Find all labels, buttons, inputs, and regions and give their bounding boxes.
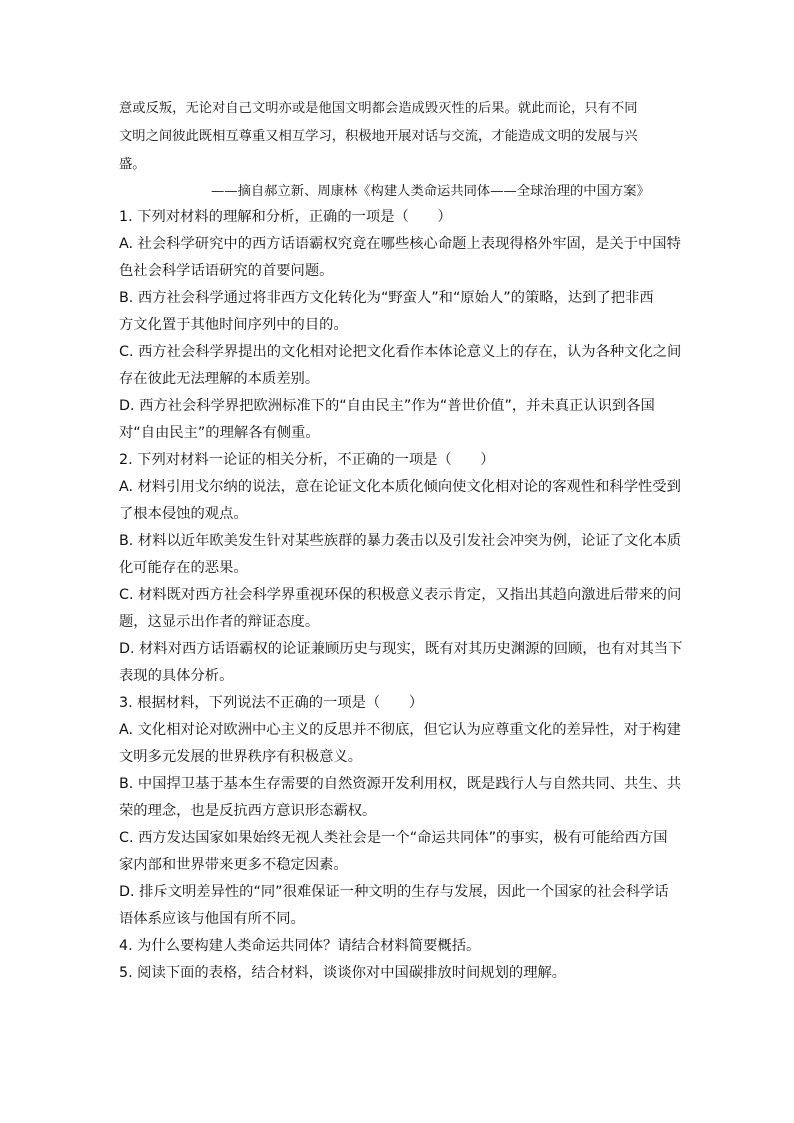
option-line: 家内部和世界带来更多不稳定因素。 — [119, 857, 348, 873]
option-line: A. 社会科学研究中的西方话语霸权究竟在哪些核心命题上表现得格外牢固，是关于中国特 — [119, 236, 681, 252]
option-line: 表现的具体分析。 — [119, 668, 234, 684]
question-stem: 1. 下列对材料的理解和分析，正确的一项是（ ） — [119, 209, 452, 225]
passage-line: 意或反叛，无论对自己文明亦或是他国文明都会造成毁灭性的后果。就此而论，只有不同 — [119, 101, 638, 116]
passage-citation: ——摘自郝立新、周康林《构建人类命运共同体——全球治理的中国方案》 — [211, 184, 650, 199]
option-line: B. 材料以近年欧美发生针对某些族群的暴力袭击以及引发社会冲突为例，论证了文化本质 — [119, 533, 682, 549]
option-line: D. 材料对西方话语霸权的论证兼顾历史与现实，既有对其历史渊源的回顾，也有对其当下 — [119, 641, 683, 657]
passage-line: 盛。 — [119, 157, 146, 172]
option-line: 语体系应该与他国有所不同。 — [119, 911, 305, 927]
passage-line: 文明之间彼此既相互尊重又相互学习，积极地开展对话与交流，才能造成文明的发展与兴 — [119, 129, 638, 144]
option-line: B. 中国捍卫基于基本生存需要的自然资源开发利用权，既是践行人与自然共同、共生、共 — [119, 776, 682, 792]
option-line: 题，这显示出作者的辩证态度。 — [119, 614, 320, 630]
option-line: C. 西方发达国家如果始终无视人类社会是一个“命运共同体”的事实，极有可能给西方国 — [119, 830, 668, 846]
option-line: 色社会科学话语研究的首要问题。 — [119, 263, 334, 279]
question-stem: 2. 下列对材料一论证的相关分析，不正确的一项是（ ） — [119, 452, 495, 468]
question-stem: 5. 阅读下面的表格，结合材料，谈谈你对中国碳排放时间规划的理解。 — [119, 965, 567, 981]
option-line: 方文化置于其他时间序列中的目的。 — [119, 317, 348, 333]
option-line: 存在彼此无法理解的本质差别。 — [119, 371, 320, 387]
question-stem: 3. 根据材料，下列说法不正确的一项是（ ） — [119, 695, 424, 711]
option-line: B. 西方社会科学通过将非西方文化转化为“野蛮人”和“原始人”的策略，达到了把非西 — [119, 290, 654, 306]
option-line: D. 排斥文明差异性的“同”很难保证一种文明的生存与发展，因此一个国家的社会科学话 — [119, 884, 669, 900]
option-line: 了根本侵蚀的观点。 — [119, 506, 248, 522]
option-line: 对“自由民主”的理解各有侧重。 — [119, 425, 320, 441]
option-line: A. 文化相对论对欧洲中心主义的反思并不彻底，但它认为应尊重文化的差异性，对于构建 — [119, 722, 681, 738]
option-line: A. 材料引用戈尔纳的说法，意在论证文化本质化倾向使文化相对论的客观性和科学性受到 — [119, 479, 681, 495]
option-line: 荣的理念，也是反抗西方意识形态霸权。 — [119, 803, 377, 819]
option-line: 化可能存在的恶果。 — [119, 560, 248, 576]
option-line: C. 西方社会科学界提出的文化相对论把文化看作本体论意义上的存在，认为各种文化之间 — [119, 344, 682, 360]
question-stem: 4. 为什么要构建人类命运共同体？请结合材料简要概括。 — [119, 938, 481, 954]
option-line: C. 材料既对西方社会科学界重视环保的积极意义表示肯定，又指出其趋向激进后带来的问 — [119, 587, 682, 603]
option-line: D. 西方社会科学界把欧洲标准下的“自由民主”作为“普世价值”，并未真正认识到各国 — [119, 398, 655, 414]
option-line: 文明多元发展的世界秩序有积极意义。 — [119, 749, 363, 765]
